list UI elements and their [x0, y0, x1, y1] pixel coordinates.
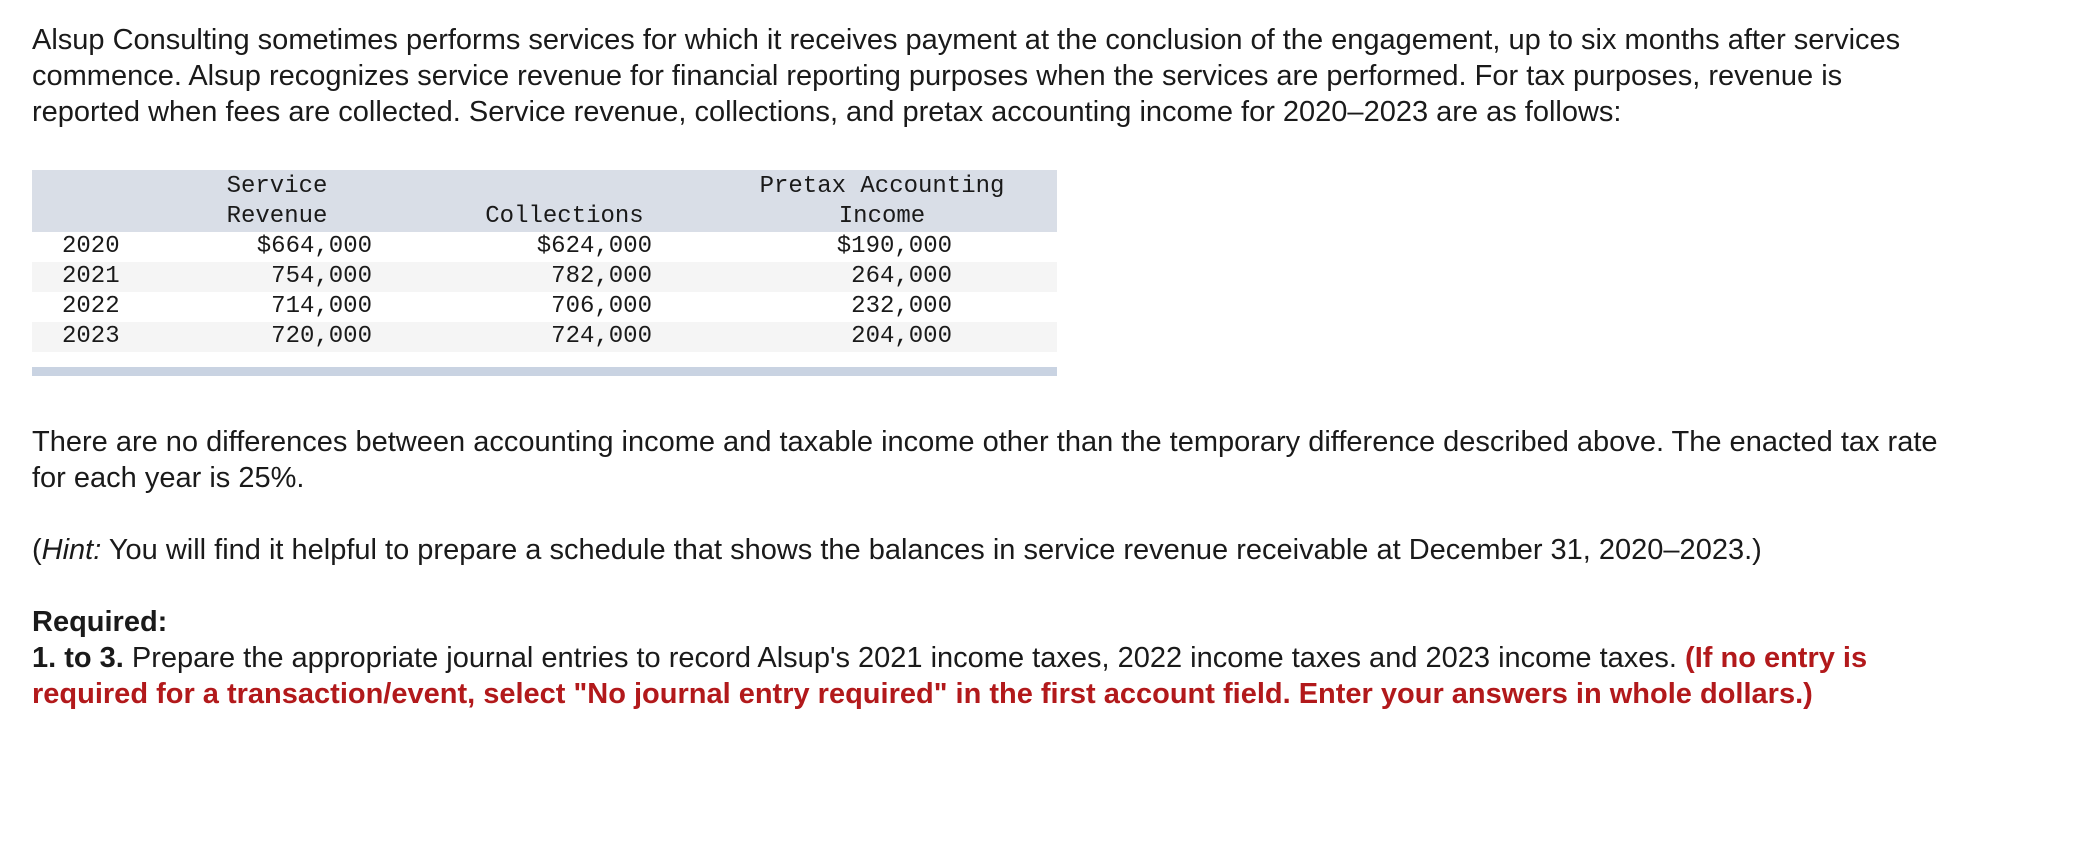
- required-section: [32, 604, 1952, 712]
- hint-paragraph: [32, 532, 1932, 568]
- temporary-difference-paragraph: There are no differences between accounting income and taxable income other than the temporary difference described above. The enacted tax rate for each year is 25%.: [32, 426, 1938, 494]
- table-header-row: [32, 170, 1057, 232]
- cell-year: 2023: [62, 323, 120, 350]
- cell-year: 2022: [62, 293, 120, 320]
- cell-service-revenue: 720,000: [271, 323, 372, 350]
- header-collections: Collections: [485, 203, 644, 230]
- table-row: [32, 232, 1057, 262]
- header-service-revenue: Service Revenue: [226, 173, 328, 230]
- data-table: [32, 170, 1057, 352]
- header-pretax-income: [759, 170, 1005, 232]
- cell-year: 2021: [62, 263, 120, 290]
- cell-pretax: 204,000: [851, 323, 952, 350]
- cell-year: 2020: [62, 233, 120, 260]
- table-bottom-bar: [32, 367, 1057, 376]
- required-instruction: (If no entry is required for a transaction/event, select "No journal entry required" in the first account field. Enter your answers in whole dollars.): [32, 642, 1868, 710]
- table-row: [32, 322, 1057, 352]
- header-year: [32, 170, 182, 232]
- cell-collections: 782,000: [551, 263, 652, 290]
- intro-paragraph: Alsup Consulting sometimes performs services for which it receives payment at the conclusion of the engagement, up to six months after services commence. Alsup recognizes service revenue for financial reporting purposes when the services are performed. For tax purposes, revenue is reported when fees are collected. Service revenue, collections, and pretax accounting income for 2020–2023 are as follows:: [32, 24, 1901, 128]
- cell-pretax: 264,000: [851, 263, 952, 290]
- cell-collections: $624,000: [536, 233, 652, 260]
- required-text: Prepare the appropriate journal entries to record Alsup's 2021 income taxes, 2022 income taxes and 2023 income taxes.: [123, 642, 1686, 674]
- table-row: [32, 262, 1057, 292]
- cell-service-revenue: $664,000: [256, 233, 372, 260]
- header-pretax-line1: Pretax Accounting: [759, 173, 1005, 200]
- table-row: [32, 292, 1057, 322]
- cell-pretax: 232,000: [851, 293, 952, 320]
- required-number: 1. to 3.: [32, 642, 124, 674]
- cell-service-revenue: 714,000: [271, 293, 372, 320]
- header-pretax-line2: Income: [838, 203, 926, 230]
- cell-pretax: $190,000: [836, 233, 952, 260]
- problem-content: [32, 22, 1992, 712]
- hint-label: Hint:: [41, 534, 102, 566]
- required-text-block: [32, 640, 1952, 712]
- cell-collections: 706,000: [551, 293, 652, 320]
- hint-text: You will find it helpful to prepare a schedule that shows the balances in service revenue receivable at December 31, 2020–2023.): [101, 534, 1762, 566]
- data-table-container: [32, 170, 1057, 376]
- required-label: Required:: [32, 606, 168, 638]
- hint-open-paren: (: [32, 534, 42, 566]
- cell-collections: 724,000: [551, 323, 652, 350]
- cell-service-revenue: 754,000: [271, 263, 372, 290]
